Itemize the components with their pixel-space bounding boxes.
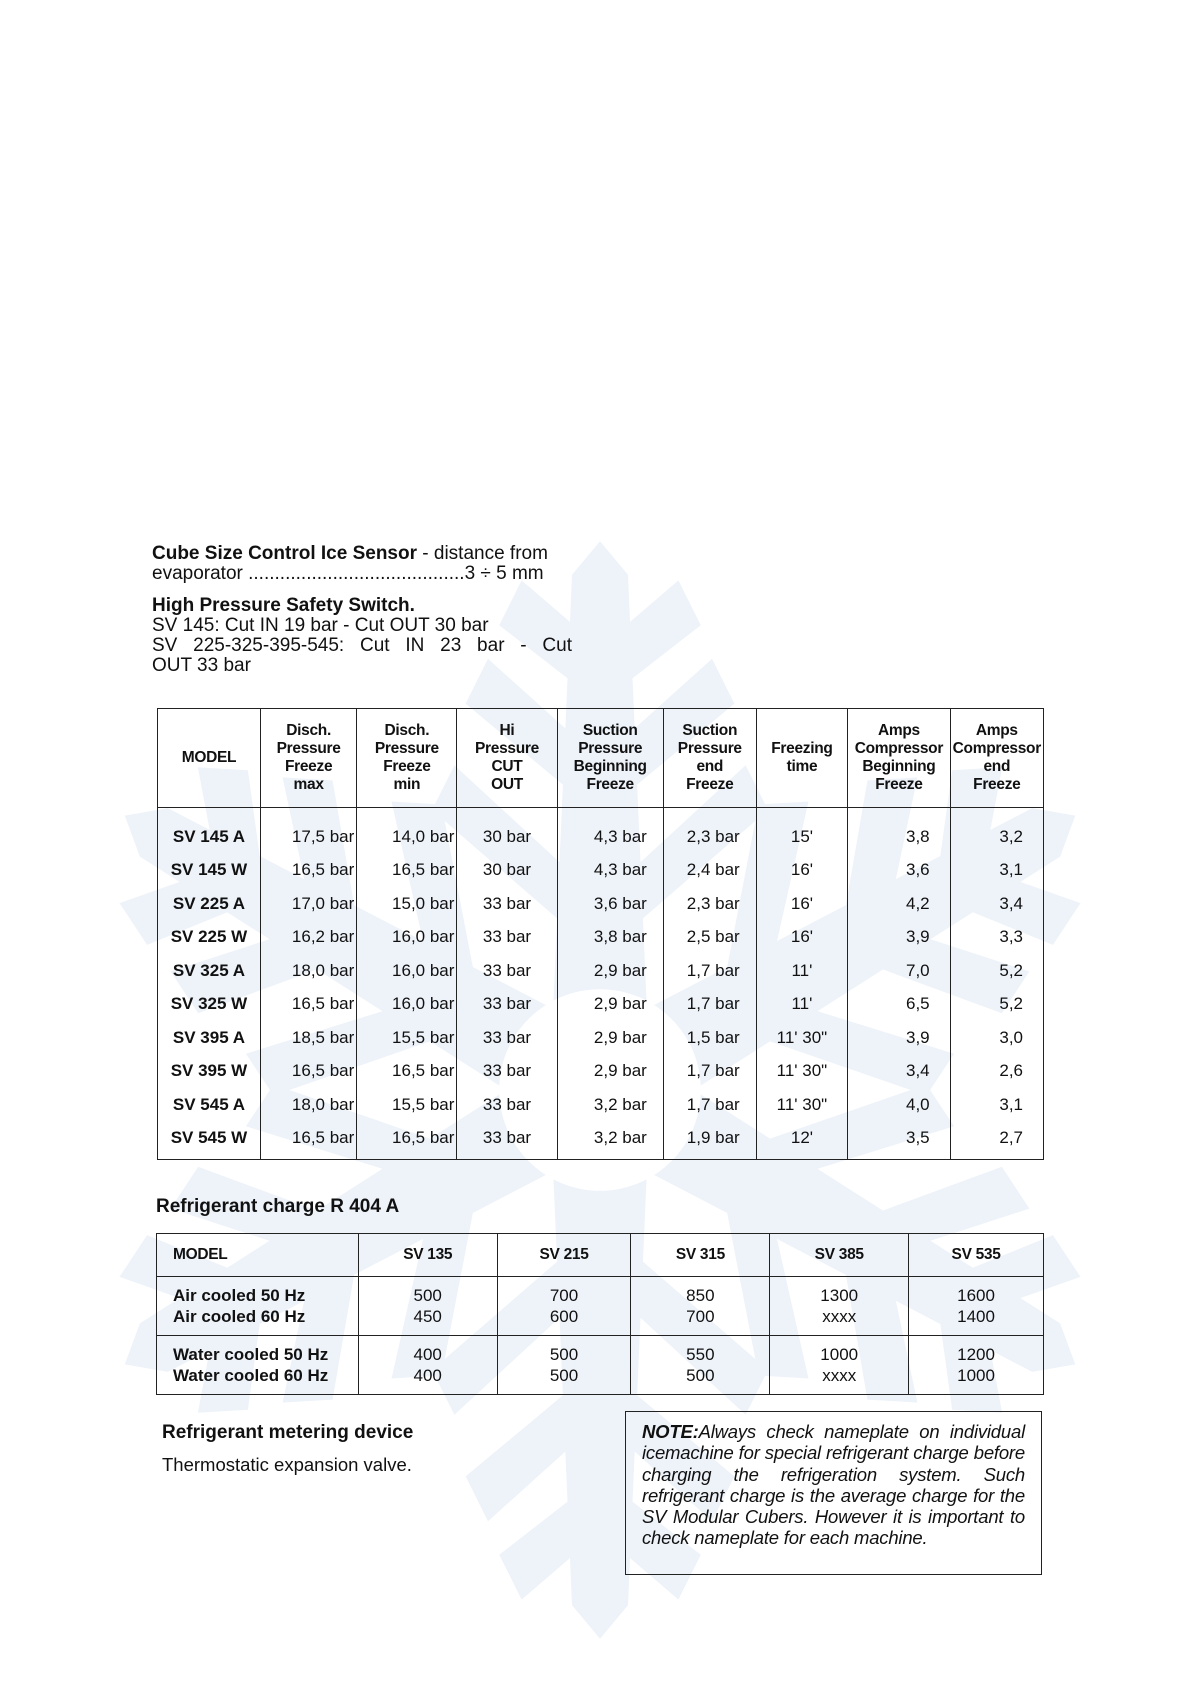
charge-header-row: [157, 1234, 1044, 1277]
charge-label-cell: [157, 1277, 359, 1336]
value-cell: 30 bar: [457, 808, 557, 854]
charge-value-cell: [770, 1336, 909, 1395]
charge-value-50hz: 500: [549, 1345, 579, 1364]
column-header: Hi Pressure CUT OUT: [457, 709, 557, 808]
column-header: Amps Compressor end Freeze: [950, 709, 1043, 808]
value-cell: 16,0 bar: [357, 954, 457, 988]
column-header: Suction Pressure Beginning Freeze: [557, 709, 663, 808]
value-cell: 2,9 bar: [557, 1055, 663, 1089]
value-cell: 3,9: [848, 1021, 950, 1055]
value-cell: 16,5 bar: [357, 1055, 457, 1089]
charge-label: Water cooled 60 Hz: [173, 1366, 329, 1385]
hp-switch-line-3: OUT 33 bar: [152, 655, 251, 676]
charge-value-60hz: 1000: [957, 1366, 995, 1385]
model-cell: SV 395 W: [170, 1061, 248, 1081]
value-cell: 18,0 bar: [260, 1088, 356, 1122]
note-text: Always check nameplate on individual icemachine for special refrigerant charge before charging the refrigeration system. Such refrigerant charge is the average charge for the SV Modular Cubers. However it is important to check nameplate for each machine.: [642, 1421, 1025, 1549]
charge-label-cell: [157, 1336, 359, 1395]
model-cell: SV 545 A: [172, 1094, 246, 1114]
value-cell: 5,2: [950, 954, 1043, 988]
charge-value-cell: [358, 1277, 497, 1336]
value-cell: 1,5 bar: [663, 1021, 756, 1055]
ice-sensor-line-1: [152, 544, 572, 564]
table-row: [158, 1021, 1044, 1055]
value-cell: 1,7 bar: [663, 1055, 756, 1089]
column-header: Amps Compressor Beginning Freeze: [848, 709, 950, 808]
value-cell: 3,0: [950, 1021, 1043, 1055]
table-row: [158, 808, 1044, 854]
value-cell: 1,7 bar: [663, 954, 756, 988]
charge-column-header: SV 135: [358, 1234, 497, 1277]
value-cell: 16': [756, 887, 847, 921]
value-cell: 33 bar: [457, 1122, 557, 1160]
ice-sensor-line-2: [152, 564, 572, 584]
refrigerant-charge-table: [156, 1233, 1044, 1395]
charge-value-60hz: 500: [549, 1366, 579, 1385]
value-cell: 3,2 bar: [557, 1088, 663, 1122]
table-row: [158, 954, 1044, 988]
pressure-specs-table: [157, 708, 1044, 1160]
table-row: [158, 1055, 1044, 1089]
table-row: [158, 1088, 1044, 1122]
charge-column-header: SV 385: [770, 1234, 909, 1277]
value-cell: 3,9: [848, 921, 950, 955]
charge-label: Air cooled 50 Hz: [173, 1286, 306, 1305]
value-cell: 17,5 bar: [260, 808, 356, 854]
value-cell: 16,5 bar: [260, 1055, 356, 1089]
value-cell: 16,5 bar: [260, 988, 356, 1022]
charge-value-50hz: 1200: [957, 1345, 995, 1364]
charge-label: Air cooled 60 Hz: [173, 1307, 306, 1326]
hp-switch-line-1: SV 145: Cut IN 19 bar - Cut OUT 30 bar: [152, 615, 489, 636]
charge-value-60hz: xxxx: [822, 1307, 857, 1326]
table-row: [158, 988, 1044, 1022]
value-cell: 15,5 bar: [357, 1088, 457, 1122]
charge-value-50hz: 400: [413, 1345, 442, 1364]
value-cell: 1,7 bar: [663, 1088, 756, 1122]
charge-value-cell: [770, 1277, 909, 1336]
value-cell: 4,2: [848, 887, 950, 921]
value-cell: 16,2 bar: [260, 921, 356, 955]
value-cell: 3,8 bar: [557, 921, 663, 955]
value-cell: 2,5 bar: [663, 921, 756, 955]
value-cell: 5,2: [950, 988, 1043, 1022]
air-cooled-row: [157, 1277, 1044, 1336]
charge-column-header: MODEL: [157, 1234, 359, 1277]
value-cell: 3,4: [950, 887, 1043, 921]
value-cell: 11' 30": [756, 1021, 847, 1055]
metering-text: Thermostatic expansion valve.: [162, 1454, 412, 1475]
charge-value-60hz: 450: [413, 1307, 442, 1326]
value-cell: 16': [756, 854, 847, 888]
value-cell: 11' 30": [756, 1088, 847, 1122]
value-cell: 16': [756, 921, 847, 955]
model-cell: SV 225 A: [172, 893, 246, 913]
value-cell: 16,5 bar: [357, 854, 457, 888]
ice-sensor-dots: .........................................: [248, 563, 465, 584]
note-box: [625, 1411, 1042, 1575]
value-cell: 15': [756, 808, 847, 854]
charge-value-50hz: 550: [686, 1345, 715, 1364]
value-cell: 3,5: [848, 1122, 950, 1160]
charge-value-50hz: 1000: [820, 1345, 859, 1364]
model-cell: SV 545 W: [170, 1128, 248, 1148]
column-header: Disch. Pressure Freeze max: [260, 709, 356, 808]
model-cell: SV 225 W: [170, 927, 248, 947]
value-cell: 7,0: [848, 954, 950, 988]
value-cell: 16,0 bar: [357, 988, 457, 1022]
value-cell: 17,0 bar: [260, 887, 356, 921]
table-row: [158, 921, 1044, 955]
value-cell: 14,0 bar: [357, 808, 457, 854]
value-cell: 2,3 bar: [663, 887, 756, 921]
value-cell: 3,1: [950, 854, 1043, 888]
hp-switch-title: High Pressure Safety Switch.: [152, 595, 415, 616]
charge-value-60hz: xxxx: [822, 1366, 857, 1385]
model-cell: SV 325 W: [170, 994, 248, 1014]
charge-value-50hz: 850: [686, 1286, 715, 1305]
value-cell: 16,5 bar: [260, 1122, 356, 1160]
water-cooled-row: [157, 1336, 1044, 1395]
value-cell: 2,9 bar: [557, 988, 663, 1022]
value-cell: 2,4 bar: [663, 854, 756, 888]
metering-device-block: [162, 1422, 413, 1476]
table-row: [158, 887, 1044, 921]
charge-value-cell: [909, 1336, 1044, 1395]
value-cell: 2,9 bar: [557, 954, 663, 988]
model-cell: SV 395 A: [172, 1027, 246, 1047]
value-cell: 11' 30": [756, 1055, 847, 1089]
value-cell: 1,7 bar: [663, 988, 756, 1022]
value-cell: 11': [756, 954, 847, 988]
column-header: MODEL: [158, 709, 261, 808]
model-cell: SV 145 A: [172, 826, 246, 846]
metering-title: Refrigerant metering device: [162, 1422, 414, 1443]
value-cell: 1,9 bar: [663, 1122, 756, 1160]
charge-value-cell: [497, 1277, 631, 1336]
value-cell: 3,2: [950, 808, 1043, 854]
value-cell: 15,0 bar: [357, 887, 457, 921]
value-cell: 12': [756, 1122, 847, 1160]
value-cell: 16,5 bar: [260, 854, 356, 888]
column-header: Disch. Pressure Freeze min: [357, 709, 457, 808]
charge-column-header: SV 215: [497, 1234, 631, 1277]
value-cell: 6,5: [848, 988, 950, 1022]
ice-sensor-title: Cube Size Control Ice Sensor: [152, 543, 417, 564]
table-row: [158, 1122, 1044, 1160]
ice-sensor-text: - distance from: [417, 543, 548, 564]
value-cell: 33 bar: [457, 1088, 557, 1122]
value-cell: 18,0 bar: [260, 954, 356, 988]
charge-value-cell: [909, 1277, 1044, 1336]
value-cell: 33 bar: [457, 1021, 557, 1055]
value-cell: 33 bar: [457, 1055, 557, 1089]
value-cell: 33 bar: [457, 921, 557, 955]
value-cell: 3,6 bar: [557, 887, 663, 921]
value-cell: 3,4: [848, 1055, 950, 1089]
charge-value-60hz: 600: [549, 1307, 579, 1326]
value-cell: 33 bar: [457, 988, 557, 1022]
charge-value-cell: [497, 1336, 631, 1395]
charge-value-cell: [631, 1277, 770, 1336]
charge-value-50hz: 700: [549, 1286, 579, 1305]
value-cell: 33 bar: [457, 954, 557, 988]
value-cell: 18,5 bar: [260, 1021, 356, 1055]
value-cell: 30 bar: [457, 854, 557, 888]
charge-column-header: SV 535: [909, 1234, 1044, 1277]
value-cell: 2,9 bar: [557, 1021, 663, 1055]
charge-value-60hz: 1400: [957, 1307, 995, 1326]
ice-sensor-value: 3 ÷ 5 mm: [464, 563, 544, 584]
value-cell: 15,5 bar: [357, 1021, 457, 1055]
ice-sensor-label: evaporator: [152, 563, 243, 584]
hp-switch-line-2: SV 225-325-395-545: Cut IN 23 bar - Cut: [152, 635, 572, 656]
value-cell: 3,3: [950, 921, 1043, 955]
value-cell: 16,5 bar: [357, 1122, 457, 1160]
value-cell: 2,6: [950, 1055, 1043, 1089]
value-cell: 3,1: [950, 1088, 1043, 1122]
charge-label: Water cooled 50 Hz: [173, 1345, 329, 1364]
column-header: Suction Pressure end Freeze: [663, 709, 756, 808]
charge-value-60hz: 400: [413, 1366, 442, 1385]
value-cell: 11': [756, 988, 847, 1022]
value-cell: 3,8: [848, 808, 950, 854]
refrigerant-charge-title: Refrigerant charge R 404 A: [156, 1196, 400, 1217]
model-cell: SV 325 A: [172, 960, 246, 980]
charge-column-header: SV 315: [631, 1234, 770, 1277]
value-cell: 3,6: [848, 854, 950, 888]
value-cell: 4,0: [848, 1088, 950, 1122]
charge-value-60hz: 500: [686, 1366, 715, 1385]
value-cell: 4,3 bar: [557, 808, 663, 854]
specifications-block: [152, 544, 572, 676]
table-row: [158, 854, 1044, 888]
model-cell: SV 145 W: [170, 860, 248, 880]
value-cell: 2,7: [950, 1122, 1043, 1160]
value-cell: 16,0 bar: [357, 921, 457, 955]
charge-value-cell: [358, 1336, 497, 1395]
charge-value-50hz: 500: [413, 1286, 442, 1305]
charge-value-50hz: 1300: [820, 1286, 859, 1305]
value-cell: 4,3 bar: [557, 854, 663, 888]
column-header: Freezing time: [756, 709, 847, 808]
value-cell: 3,2 bar: [557, 1122, 663, 1160]
value-cell: 2,3 bar: [663, 808, 756, 854]
value-cell: 33 bar: [457, 887, 557, 921]
charge-value-60hz: 700: [686, 1307, 715, 1326]
charge-value-cell: [631, 1336, 770, 1395]
charge-value-50hz: 1600: [957, 1286, 995, 1305]
note-label: NOTE:: [642, 1421, 699, 1442]
table-header-row: [158, 709, 1044, 808]
